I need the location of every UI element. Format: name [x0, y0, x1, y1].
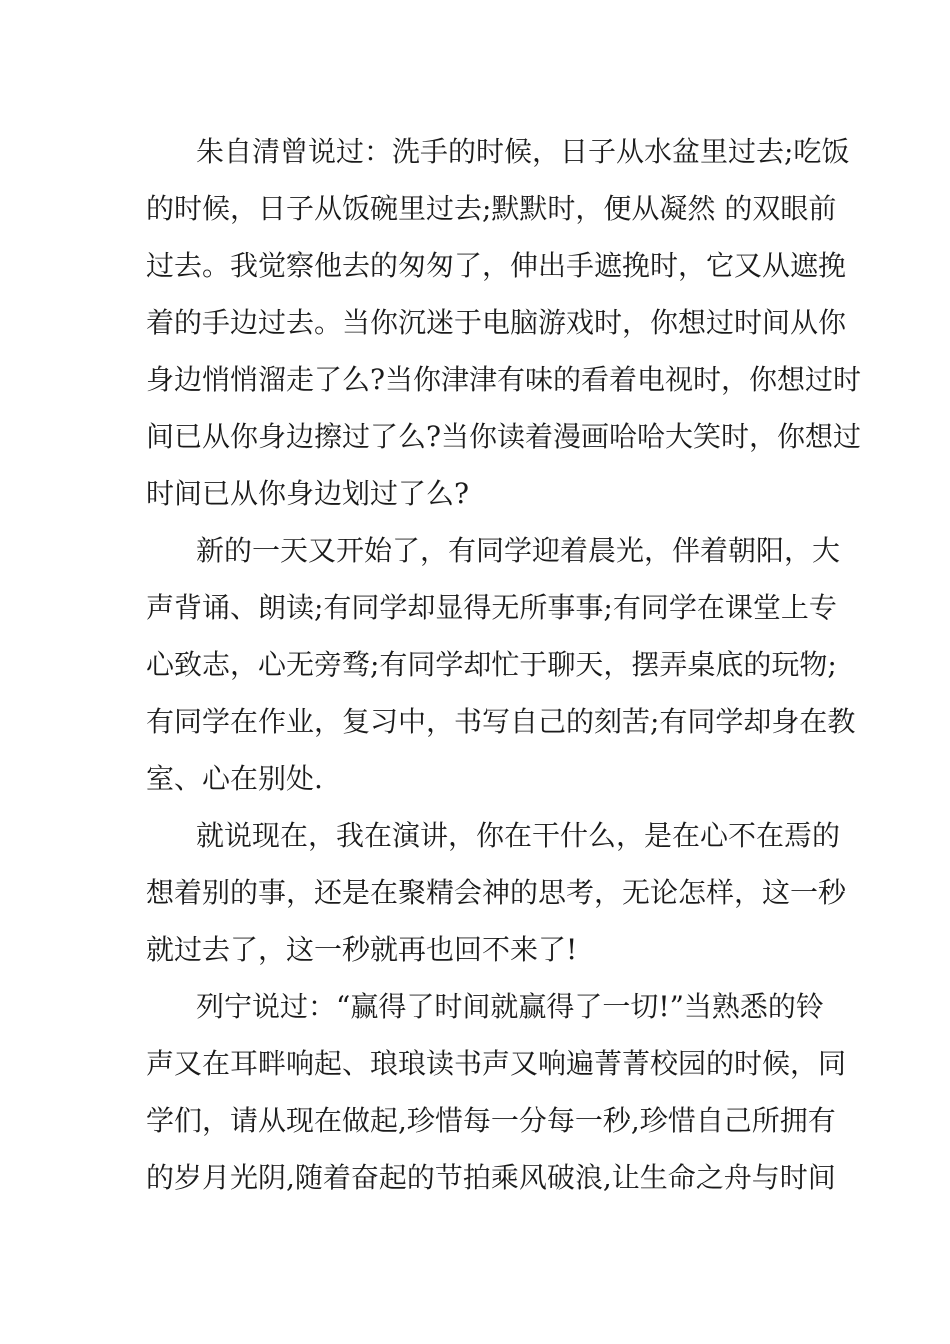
text-line: 朱自清曾说过：洗手的时候，日子从水盆里过去;吃饭	[196, 135, 850, 168]
text-line: 的时候，日子从饭碗里过去;默默时，便从凝然 的双眼前	[146, 192, 837, 225]
text-line: 身边悄悄溜走了么?当你津津有味的看着电视时，你想过时	[146, 363, 862, 396]
text-line: 心致志，心无旁骛;有同学却忙于聊天，摆弄桌底的玩物;	[146, 648, 837, 681]
text-line: 声又在耳畔响起、琅琅读书声又响遍菁菁校园的时候，同	[146, 1047, 847, 1080]
text-line: 学们，请从现在做起,珍惜每一分每一秒,珍惜自己所拥有	[146, 1104, 836, 1137]
text-line: 声背诵、朗读;有同学却显得无所事事;有同学在课堂上专	[146, 591, 837, 624]
text-line: 列宁说过：“赢得了时间就赢得了一切!”当熟悉的铃	[196, 990, 824, 1023]
text-line: 想着别的事，还是在聚精会神的思考，无论怎样，这一秒	[146, 876, 847, 909]
text-line: 间已从你身边擦过了么?当你读着漫画哈哈大笑时，你想过	[146, 420, 862, 453]
text-line: 室、心在别处.	[146, 762, 323, 795]
text-line: 过去。我觉察他去的匆匆了，伸出手遮挽时，它又从遮挽	[146, 249, 847, 282]
text-line: 的岁月光阴,随着奋起的节拍乘风破浪,让生命之舟与时间	[146, 1161, 836, 1194]
text-line: 时间已从你身边划过了么?	[146, 477, 470, 510]
text-line: 就过去了，这一秒就再也回不来了!	[146, 933, 578, 966]
text-line: 就说现在，我在演讲，你在干什么，是在心不在焉的	[196, 819, 841, 852]
text-line: 着的手边过去。当你沉迷于电脑游戏时，你想过时间从你	[146, 306, 847, 339]
text-line: 有同学在作业，复习中，书写自己的刻苦;有同学却身在教	[146, 705, 856, 738]
text-line: 新的一天又开始了，有同学迎着晨光，伴着朝阳，大	[196, 534, 841, 567]
